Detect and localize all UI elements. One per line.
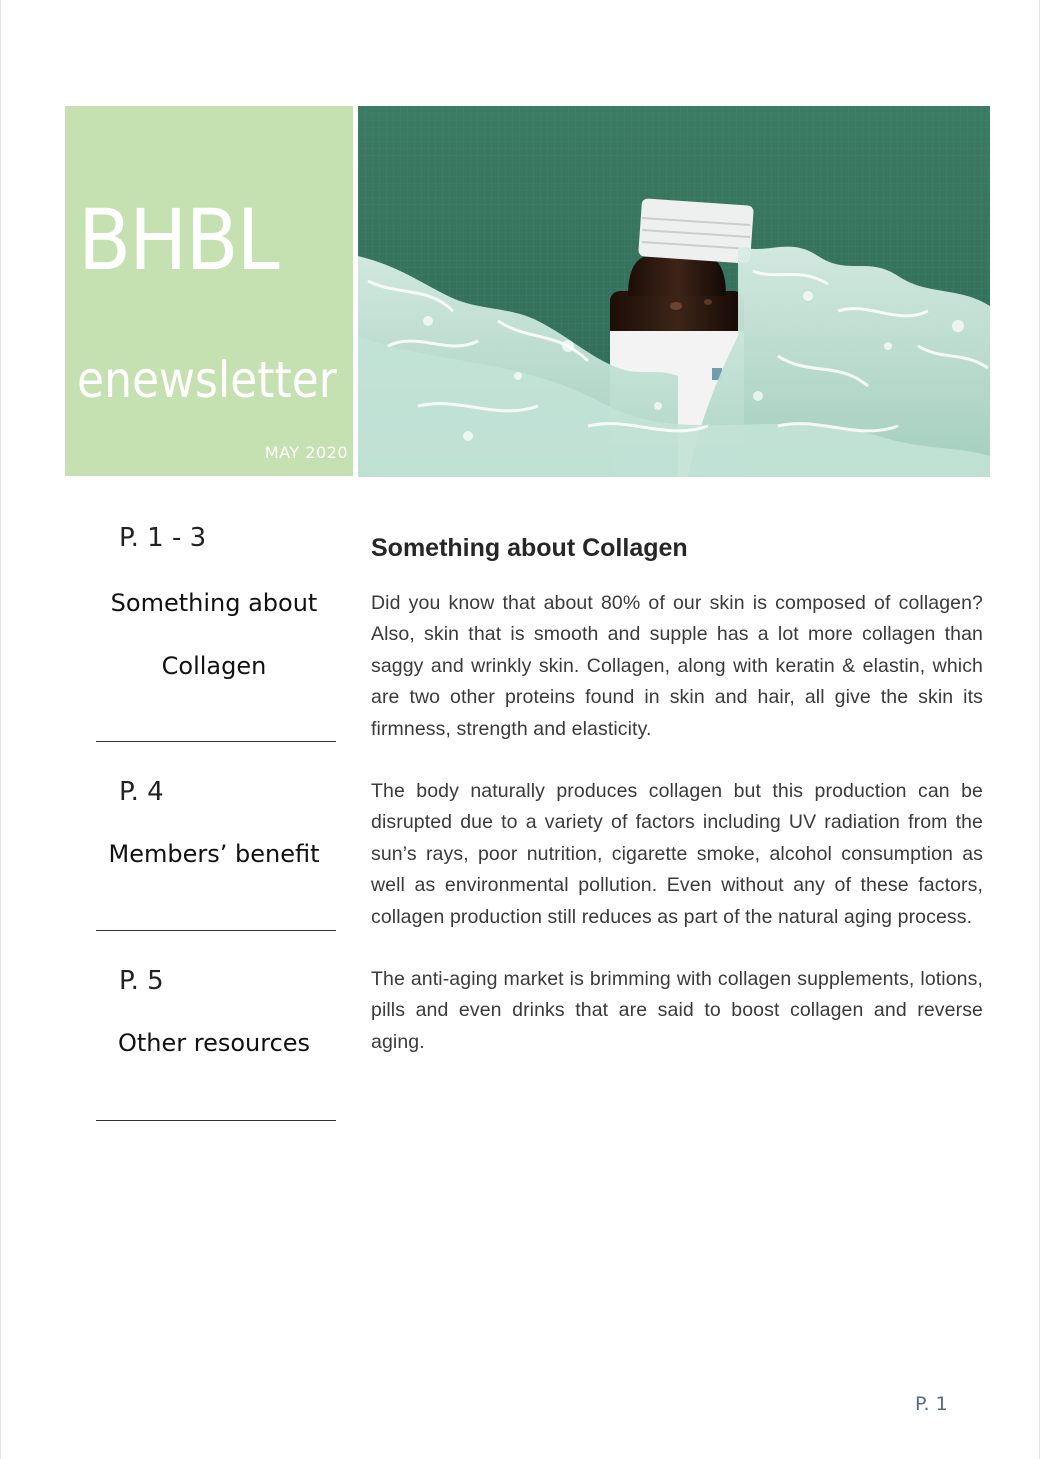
issue-date: MAY 2020 bbox=[264, 443, 348, 462]
page-left-edge bbox=[0, 0, 1, 1459]
toc-divider-1 bbox=[96, 741, 336, 742]
toc-divider-2 bbox=[96, 930, 336, 931]
collagen-bottle-illustration bbox=[358, 106, 990, 477]
toc-title-3[interactable]: Other resources bbox=[117, 1029, 311, 1057]
toc-pages-2[interactable]: P. 4 bbox=[119, 777, 164, 807]
toc-divider-3 bbox=[96, 1120, 336, 1121]
article-paragraph-2: The body naturally produces collagen but this production can be disrupted due to a variety of factors including UV radiation from the sun’s rays, poor nutrition, cigarette smoke, alcohol consumption as well as environmental pollution. Even without any of these factors, collagen production still reduces as part of the natural aging process. bbox=[371, 780, 983, 928]
page-number: P. 1 bbox=[915, 1393, 948, 1415]
article-paragraph-3: The anti-aging market is brimming with collagen supplements, lotions, pills and even drinks that are said to boost collagen and reverse aging. bbox=[371, 968, 983, 1053]
article-paragraph-1: Did you know that about 80% of our skin is composed of collagen? Also, skin that is smooth and supple has a lot more collagen than saggy and wrinkly skin. Collagen, along with keratin & elastin, which are two other proteins found in skin and hair, all give the skin its firmness, strength and elasticity. bbox=[371, 592, 983, 740]
toc-pages-3[interactable]: P. 5 bbox=[119, 966, 164, 996]
masthead-subtitle: enewsletter bbox=[77, 351, 337, 409]
toc-title-1-line-2[interactable]: Collagen bbox=[161, 652, 267, 680]
bottle-cap bbox=[638, 198, 754, 264]
hero-photo bbox=[358, 106, 990, 477]
article-heading: Something about Collagen bbox=[371, 534, 688, 562]
toc-pages-1[interactable]: P. 1 - 3 bbox=[119, 523, 207, 553]
toc-title-1-line-1[interactable]: Something about bbox=[110, 589, 318, 617]
toc-title-2[interactable]: Members’ benefit bbox=[108, 840, 320, 868]
masthead bbox=[65, 106, 353, 476]
masthead-title: BHBL bbox=[78, 191, 278, 289]
